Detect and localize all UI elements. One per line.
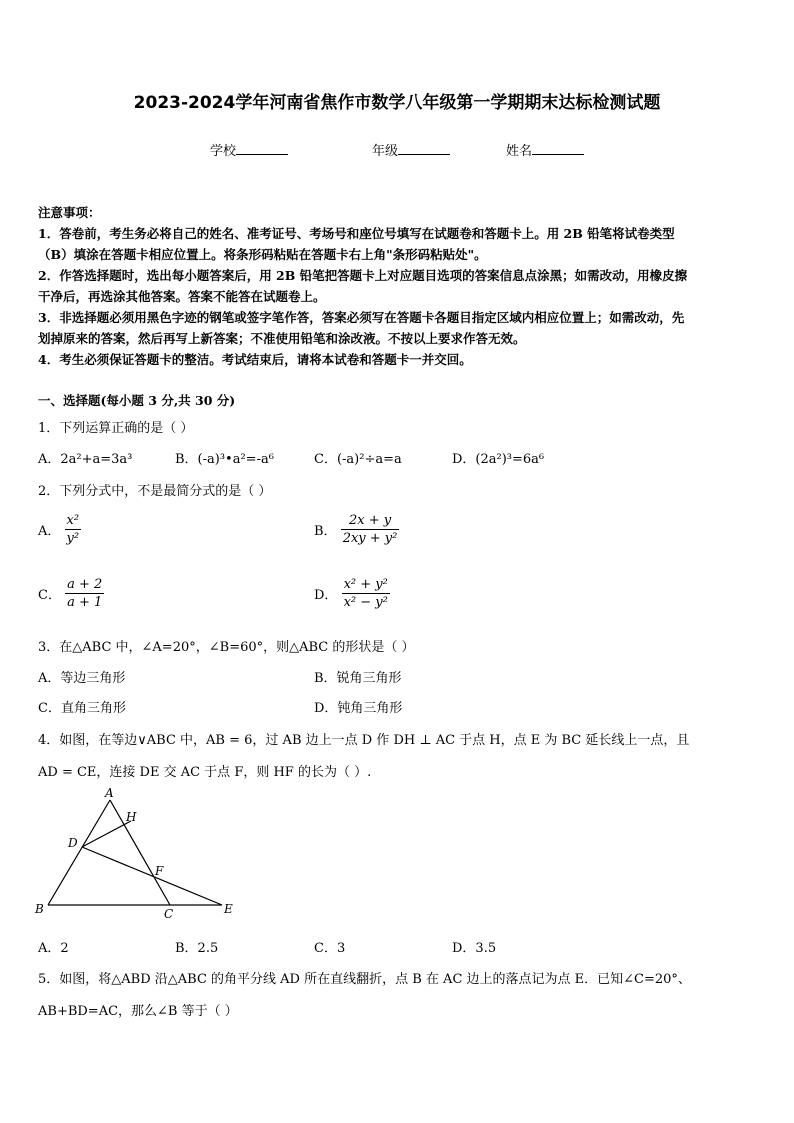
q4-option-a[interactable]: A．2 [38, 941, 69, 956]
q3-stem: 3．在△ABC 中，∠A=20°，∠B=60°，则△ABC 的形状是（ ） [38, 640, 415, 655]
section-heading: 一、选择题(每小题 3 分,共 30 分) [38, 393, 236, 408]
note-line: 干净后，再选涂其他答案。答案不能答在试题卷上。 [38, 289, 326, 304]
q4-stem-line2: AD = CE，连接 DE 交 AC 于点 F，则 HF 的长为（ ）. [38, 765, 372, 780]
q1-option-a[interactable]: A．2a²+a=3a³ [38, 452, 133, 467]
q5-stem-line1: 5．如图，将△ABD 沿△ABC 的角平分线 AD 所在直线翻折，点 B 在 AC 边上的落点记为点 E．已知∠C=20°、 [38, 972, 691, 987]
name-field [506, 140, 584, 159]
q3-option-d[interactable]: D．钝角三角形 [314, 701, 403, 716]
grade-field [372, 140, 450, 159]
q2-stem: 2．下列分式中，不是最简分式的是（ ） [38, 484, 272, 499]
notes-heading: 注意事项： [38, 205, 101, 220]
q2-c-numerator: a + 2 [67, 577, 103, 592]
q2-d-fraction [342, 576, 390, 611]
note-line: 1．答卷前，考生务必将自己的姓名、准考证号、考场号和座位号填写在试题卷和答题卡上。用 2B 铅笔将试卷类型 [38, 226, 675, 241]
school-field [210, 140, 288, 159]
note-line: （B）填涂在答题卡相应位置上。将条形码粘贴在答题卡右上角"条形码粘贴处"。 [38, 247, 487, 262]
q2-b-denominator: 2xy + y² [342, 531, 398, 546]
label-c: C [164, 907, 174, 921]
name-label: 姓名 [506, 144, 533, 159]
q3-option-a[interactable]: A．等边三角形 [38, 671, 126, 686]
edge-ab [48, 800, 110, 905]
q2-c-denominator: a + 1 [67, 595, 103, 610]
note-line: 4．考生必须保证答题卡的整洁。考试结束后，请将本试卷和答题卡一并交回。 [38, 352, 472, 367]
q1-option-c[interactable]: C．(-a)²÷a=a [314, 452, 402, 467]
school-blank[interactable] [236, 142, 288, 155]
q5-stem-line2: AB+BD=AC，那么∠B 等于（ ） [38, 1004, 238, 1019]
q2-c-label: C． [38, 588, 61, 603]
q1-option-d[interactable]: D．(2a²)³=6a⁶ [452, 452, 545, 467]
q2-b-fraction [341, 512, 400, 547]
note-line: 2．作答选择题时，选出每小题答案后，用 2B 铅笔把答题卡上对应题目选项的答案信息点涂黑；如需改动，用橡皮擦 [38, 268, 688, 283]
q4-option-c[interactable]: C．3 [314, 941, 346, 956]
label-d: D [68, 836, 78, 850]
q1-stem: 1．下列运算正确的是（ ） [38, 421, 194, 436]
name-blank[interactable] [532, 142, 584, 155]
q3-option-b[interactable]: B．锐角三角形 [314, 671, 402, 686]
grade-blank[interactable] [398, 142, 450, 155]
school-label: 学校 [210, 144, 237, 159]
segment-de [82, 847, 222, 905]
q2-a-label: A． [38, 524, 61, 539]
q2-d-denominator: x² − y² [343, 595, 388, 610]
q2-option-d[interactable] [314, 576, 390, 611]
q2-b-numerator: 2x + y [341, 512, 400, 530]
q2-a-numerator: x² [65, 512, 82, 530]
q4-stem-line1: 4．如图，在等边∨ABC 中，AB = 6，过 AB 边上一点 D 作 DH ⊥ AC 于点 H，点 E 为 BC 延长线上一点，且 [38, 733, 690, 748]
label-e: E [224, 902, 233, 916]
label-b: B [35, 902, 44, 916]
q2-a-fraction [65, 512, 82, 547]
q4-option-b[interactable]: B．2.5 [175, 941, 219, 956]
grade-label: 年级 [372, 144, 399, 159]
q2-d-numerator: x² + y² [343, 577, 388, 592]
q4-triangle-figure [30, 785, 250, 925]
label-a: A [105, 786, 114, 800]
label-h: H [126, 810, 137, 824]
q2-b-label: B． [314, 524, 337, 539]
q2-option-b[interactable] [314, 512, 399, 547]
q2-a-denominator: y² [66, 531, 80, 546]
q2-option-c[interactable] [38, 576, 104, 611]
q2-c-fraction [65, 576, 104, 611]
edge-ac [110, 800, 170, 905]
note-line: 3．非选择题必须用黑色字迹的钢笔或签字笔作答，答案必须写在答题卡各题目指定区域内相应位置上；如需改动，先 [38, 310, 685, 325]
page-title: 2023-2024学年河南省焦作市数学八年级第一学期期末达标检测试题 [133, 93, 661, 113]
q3-option-c[interactable]: C．直角三角形 [38, 701, 126, 716]
q4-option-d[interactable]: D．3.5 [452, 941, 497, 956]
label-f: F [155, 864, 164, 878]
q2-d-label: D． [314, 588, 338, 603]
q2-option-a[interactable] [38, 512, 81, 547]
q1-option-b[interactable]: B．(-a)³•a²=-a⁶ [175, 452, 274, 467]
note-line: 划掉原来的答案，然后再写上新答案；不准使用铅笔和涂改液。不按以上要求作答无效。 [38, 331, 526, 346]
